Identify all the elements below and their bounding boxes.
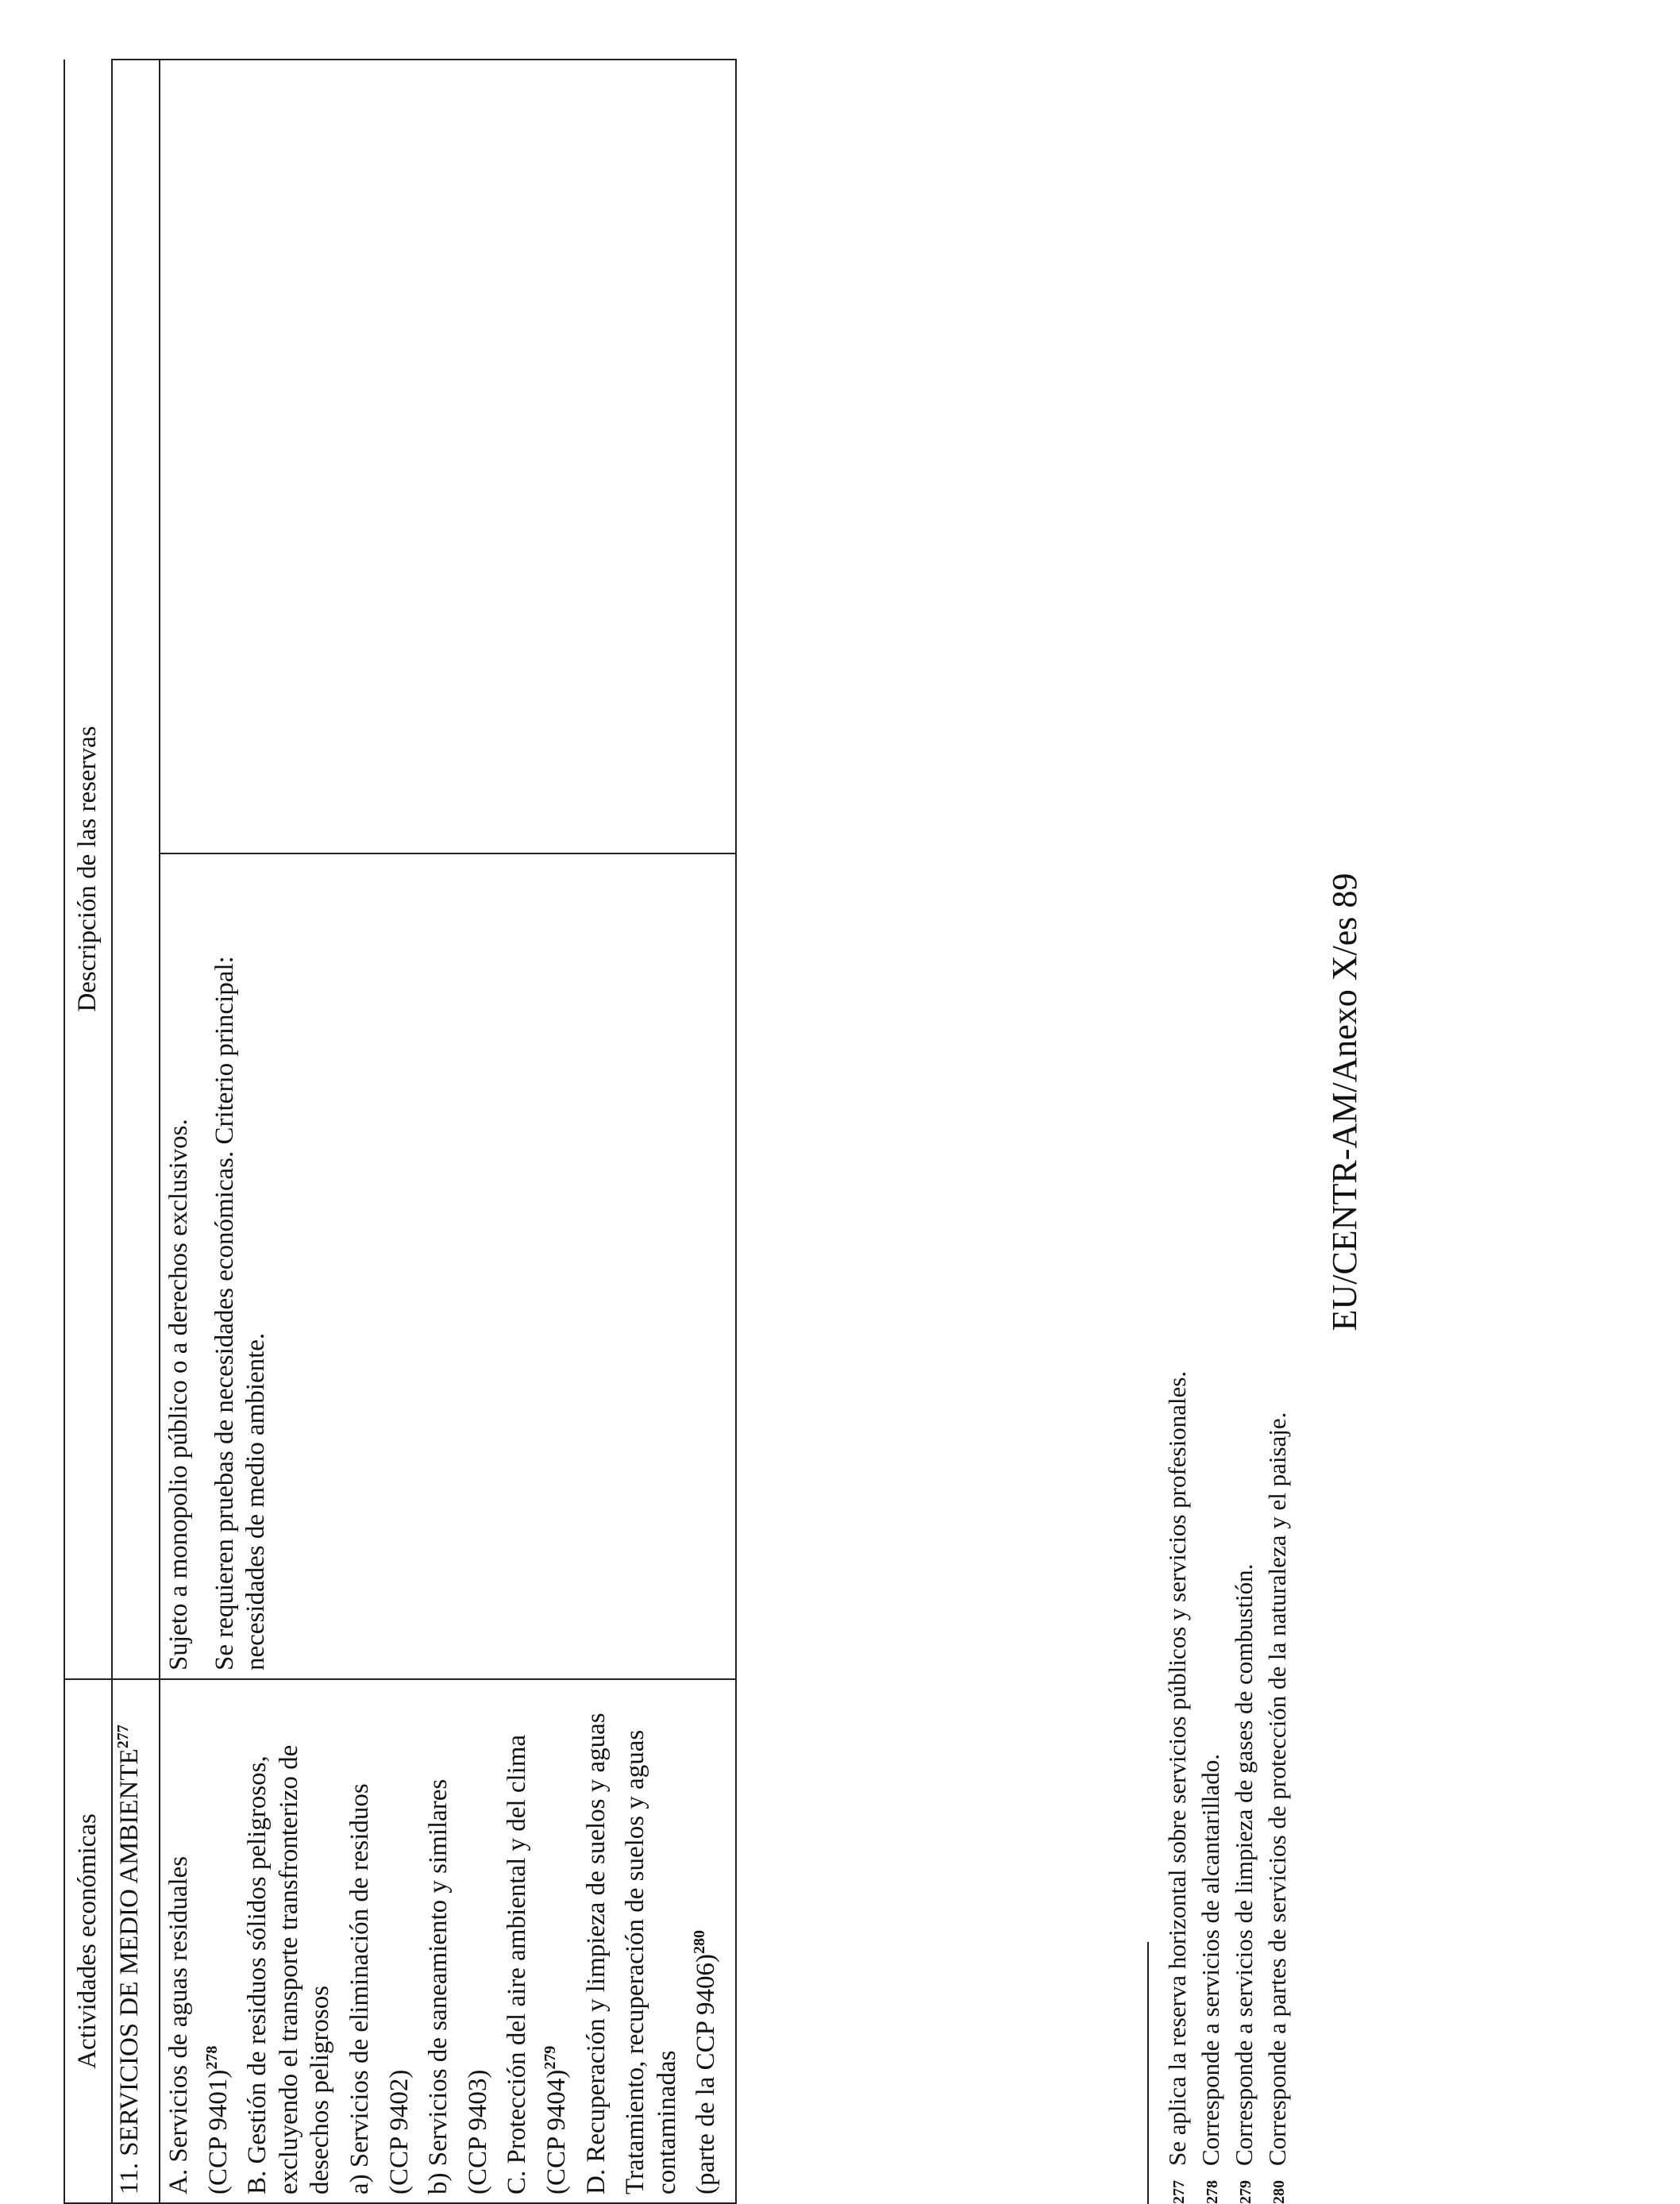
header-description: Descripción de las reservas [64, 60, 112, 1679]
activity-line: B. Gestión de residuos sólidos peligrosos, excluyendo el transporte transfronterizo de desechos peligrosos [243, 1744, 335, 2194]
footnote [1162, 775, 1195, 2204]
reserves-table [64, 59, 737, 2204]
activity-line: a) Servicios de eliminación de residuos [345, 1783, 374, 2194]
activity-line: (CCP 9402) [384, 2069, 414, 2194]
activity-line: b) Servicios de saneamiento y similares [424, 1778, 453, 2194]
footnote-text: Corresponde a partes de servicios de protección de la naturaleza y el paisaje. [1263, 1412, 1291, 2166]
footnotes [1147, 775, 1295, 2204]
footnote [1262, 775, 1295, 2204]
footnote-number: 280 [1270, 2180, 1288, 2204]
activity-line: (CCP 9403) [463, 2069, 492, 2194]
description-cell [160, 853, 736, 1679]
activity-line: (parte de la CCP 9406)$^{280}$ [691, 1929, 721, 2194]
activity-line: C. Protección del aire ambiental y del clima [503, 1734, 532, 2194]
description-spill-cell [160, 60, 736, 853]
activity-line: A. Servicios de aguas residuales [164, 1855, 193, 2194]
header-activities: Actividades económicas [64, 1679, 112, 2203]
footnote-number: 278 [1204, 2180, 1221, 2204]
activity-line: D. Recuperación y limpieza de suelos y aguas [581, 1713, 611, 2194]
footnote-text: Se aplica la reserva horizontal sobre servicios públicos y servicios profesionales. [1163, 1370, 1191, 2166]
section-title: 11. SERVICIOS DE MEDIO AMBIENTE [115, 1748, 144, 2194]
activity-line: (CCP 9404)$^{279}$ [541, 2045, 571, 2194]
footnote [1195, 775, 1228, 2204]
activity-line: Tratamiento, recuperación de suelos y aguas contaminadas [621, 1729, 681, 2194]
footnote-text: Corresponde a servicios de limpieza de gases de combustión. [1230, 1563, 1258, 2166]
section-footnote-ref: 277 [114, 1724, 132, 1749]
activity-line: (CCP 9401)$^{278}$ [202, 2045, 233, 2194]
footnote-number: 279 [1237, 2180, 1254, 2204]
footnote-number: 277 [1170, 2180, 1188, 2204]
description-line: Se requieren pruebas de necesidades económicas. Criterio principal: necesidades de medio ambiente. [210, 956, 271, 1670]
footnote-rule [1147, 1942, 1149, 2204]
description-line: Sujeto a monopolio público o a derechos exclusivos. [164, 1119, 193, 1670]
footnote-text: Corresponde a servicios de alcantarillado. [1196, 1753, 1224, 2166]
section-title-cell [112, 1679, 160, 2203]
page-identifier: EU/CENTR-AM/Anexo X/es 89 [1325, 873, 1364, 1331]
section-empty-cell [112, 60, 160, 1679]
activities-cell [160, 1679, 736, 2203]
footnote [1228, 775, 1262, 2204]
